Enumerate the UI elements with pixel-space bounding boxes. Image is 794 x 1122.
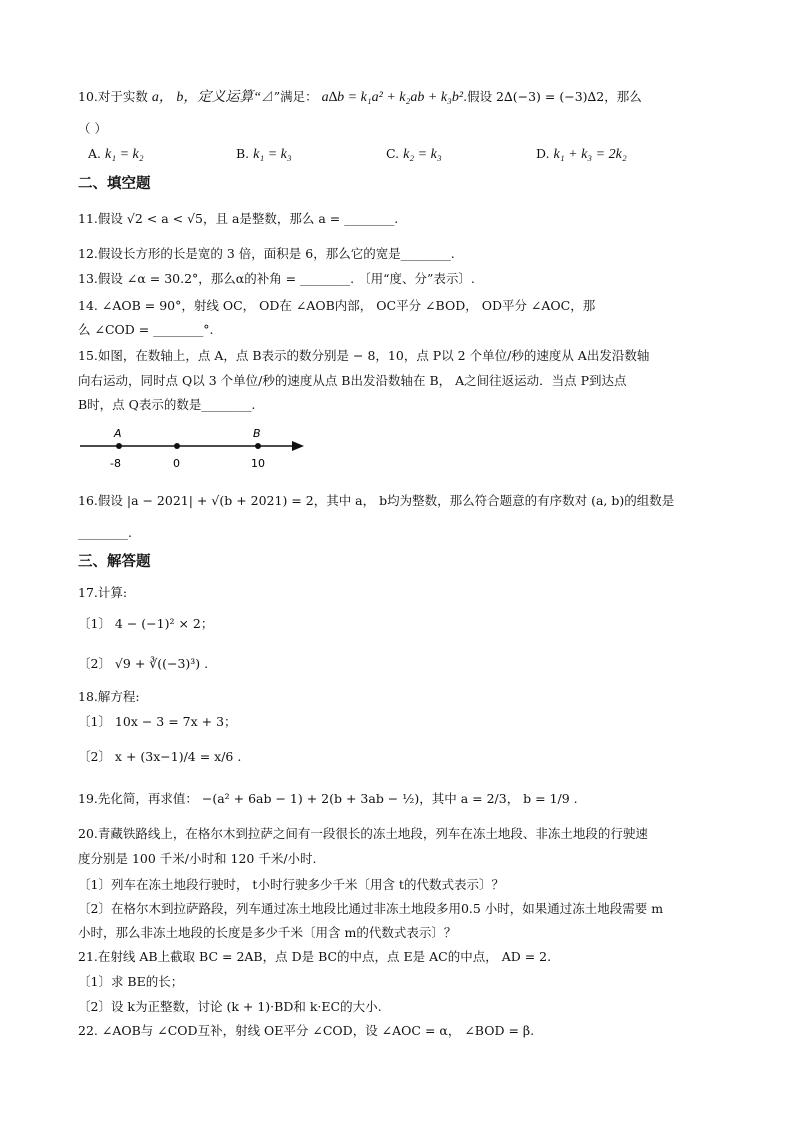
question-15-line-3: B时，点 Q表示的数是________.: [78, 397, 256, 412]
question-19: 19.先化简，再求值： −(a² + 6ab − 1) + 2(b + 3ab − ½)，其中 a = 2/3， b = 1/9 .: [78, 791, 578, 806]
question-20-part-2-line-2: 小时，那么非冻土地段的长度是多少千米〔用含 m的代数式表示〕？: [78, 925, 457, 940]
question-17: 17.计算:: [78, 585, 128, 600]
question-14-line-1: 14. ∠AOB = 90°，射线 OC， OD在 ∠AOB内部， OC平分 ∠BOD， OD平分 ∠AOC，那: [78, 298, 596, 313]
question-10-blank: （ ）: [78, 121, 107, 136]
question-11: 11.假设 √2 < a < √5，且 a是整数，那么 a = ________.: [78, 211, 399, 226]
question-15-line-1: 15.如图，在数轴上，点 A，点 B表示的数分别是 − 8，10，点 P以 2 个单位/秒的速度从 A出发沿数轴: [78, 348, 650, 363]
tick-label-neg8: -8: [110, 457, 121, 470]
point-origin: [174, 443, 180, 449]
question-18-part-1: 〔1〕 10x − 3 = 7x + 3；: [78, 714, 237, 729]
point-a-label: A: [114, 427, 122, 440]
option-b: B. k₁ = k₃: [236, 146, 292, 162]
question-18: 18.解方程:: [78, 689, 140, 704]
question-17-part-1: 〔1〕 4 − (−1)² × 2；: [78, 616, 214, 631]
section-solution-heading: 三、解答题: [78, 554, 151, 570]
option-a: A. k₁ = k₂: [88, 146, 144, 162]
tick-label-0: 0: [173, 457, 180, 470]
question-14-line-2: 么 ∠COD = ________°.: [78, 322, 214, 337]
question-16-line-2: ________.: [78, 525, 132, 540]
option-c: C. k₂ = k₃: [386, 146, 442, 162]
question-22: 22. ∠AOB与 ∠COD互补，射线 OE平分 ∠COD，设 ∠AOC = α， ∠BOD = β.: [78, 1023, 535, 1038]
question-21-part-2: 〔2〕设 k为正整数，讨论 (k + 1)·BD和 k·EC的大小.: [78, 999, 382, 1014]
question-17-part-2: 〔2〕 √9 + ∛((−3)³) .: [78, 656, 209, 671]
section-fill-in-blank-heading: 二、填空题: [78, 176, 151, 192]
question-20-line-1: 20.青藏铁路线上，在格尔木到拉萨之间有一段很长的冻土地段，列车在冻土地段、非冻土地段的行驶速: [78, 826, 648, 841]
question-10-stem: 10.对于实数 a， b，定义运算“⊿”满足： a∆b = k₁a² + k₂ab + k₃b².假设 2∆(−3) = (−3)∆2，那么: [78, 89, 642, 105]
question-20-line-2: 度分别是 100 千米/小时和 120 千米/小时.: [78, 851, 317, 866]
option-d: D. k₁ + k₃ = 2k₂: [536, 146, 627, 162]
question-20-part-1: 〔1〕列车在冻土地段行驶时， t小时行驶多少千米〔用含 t的代数式表示〕？: [78, 877, 504, 892]
tick-label-10: 10: [251, 457, 265, 470]
question-16-line-1: 16.假设 |a − 2021| + √(b + 2021) = 2，其中 a， b均为整数，那么符合题意的有序数对 (a, b)的组数是: [78, 493, 675, 508]
question-21-part-1: 〔1〕求 BE的长；: [78, 974, 184, 989]
question-20-part-2-line-1: 〔2〕在格尔木到拉萨路段，列车通过冻土地段比通过非冻土地段多用0.5 小时，如果通过冻土地段需要 m: [78, 901, 664, 916]
question-21: 21.在射线 AB上截取 BC = 2AB，点 D是 BC的中点，点 E是 AC的中点， AD = 2.: [78, 949, 552, 964]
point-b-label: B: [253, 427, 261, 440]
point-b: [255, 443, 261, 449]
point-a: [116, 443, 122, 449]
question-18-part-2: 〔2〕 x + (3x−1)/4 = x/6 .: [78, 749, 242, 764]
question-13: 13.假设 ∠α = 30.2°，那么α的补角 = ________. 〔用“度、分”表示〕.: [78, 271, 475, 286]
arrow-head-icon: [292, 441, 304, 451]
question-15-line-2: 向右运动，同时点 Q以 3 个单位/秒的速度从点 B出发沿数轴在 B， A之间往返运动．当点 P到达点: [78, 373, 627, 388]
question-12: 12.假设长方形的长是宽的 3 倍，面积是 6，那么它的宽是________.: [78, 246, 455, 261]
number-line-figure: [78, 425, 318, 475]
